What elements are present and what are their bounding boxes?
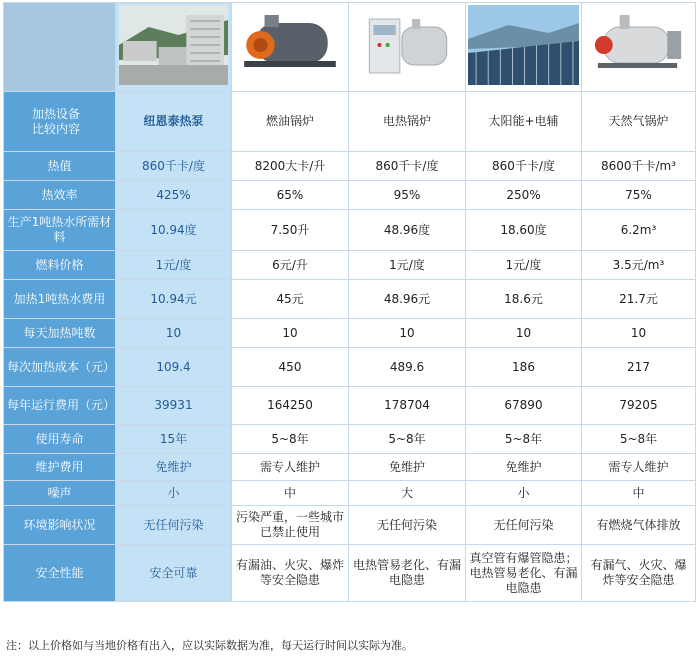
table-cell: 39931: [116, 387, 232, 425]
row-label: 维护费用: [4, 454, 116, 481]
table-cell: 450: [232, 348, 349, 387]
table-row: [4, 545, 696, 602]
table-cell: 5~8年: [349, 425, 466, 454]
oil-boiler-photo: [232, 3, 349, 92]
table-row: [4, 152, 696, 181]
table-row: [4, 454, 696, 481]
comparison-table: [3, 2, 696, 602]
photo-row: [4, 3, 696, 92]
table-cell: 1元/度: [349, 251, 466, 280]
product-name-heat-pump: 纽恩泰热泵: [116, 92, 232, 152]
table-cell: 67890: [466, 387, 582, 425]
row-label: 生产1吨热水所需材料: [4, 210, 116, 251]
table-row: [4, 251, 696, 280]
table-cell: 7.50升: [232, 210, 349, 251]
header-label-line1: 加热设备: [32, 106, 81, 121]
row-label: 燃料价格: [4, 251, 116, 280]
table-cell: 10: [582, 319, 696, 348]
solar-photo: [466, 3, 582, 92]
table-cell: 电热管易老化、有漏电隐患: [349, 545, 466, 602]
row-label: 每天加热吨数: [4, 319, 116, 348]
table-cell: 10: [116, 319, 232, 348]
table-cell: 无任何污染: [466, 506, 582, 545]
table-cell: 10.94度: [116, 210, 232, 251]
table-cell: 5~8年: [466, 425, 582, 454]
table-cell: 10: [466, 319, 582, 348]
product-name-gas-boiler: 天然气锅炉: [582, 92, 696, 152]
table-cell: 5~8年: [232, 425, 349, 454]
product-name-oil-boiler: 燃油锅炉: [232, 92, 349, 152]
header-row: [4, 92, 696, 152]
table-cell: 860千卡/度: [116, 152, 232, 181]
product-name-solar: 太阳能+电辅: [466, 92, 582, 152]
table-row: [4, 280, 696, 319]
table-cell: 10: [349, 319, 466, 348]
table-cell: 小: [466, 481, 582, 506]
row-label: 热值: [4, 152, 116, 181]
row-label: 使用寿命: [4, 425, 116, 454]
table-row: [4, 506, 696, 545]
table-cell: 164250: [232, 387, 349, 425]
table-cell: 48.96度: [349, 210, 466, 251]
table-cell: 免维护: [466, 454, 582, 481]
table-cell: 5~8年: [582, 425, 696, 454]
table-cell: 有漏气、火灾、爆炸等安全隐患: [582, 545, 696, 602]
table-cell: 860千卡/度: [466, 152, 582, 181]
table-cell: 75%: [582, 181, 696, 210]
row-label: 每次加热成本（元）: [4, 348, 116, 387]
footnote: 注：以上价格如与当地价格有出入，应以实际数据为准，每天运行时间以实际为准。: [6, 639, 413, 652]
table-cell: 109.4: [116, 348, 232, 387]
row-label: 噪声: [4, 481, 116, 506]
table-cell: 489.6: [349, 348, 466, 387]
table-cell: 无任何污染: [116, 506, 232, 545]
row-label: 每年运行费用（元）: [4, 387, 116, 425]
table-cell: 有漏油、火灾、爆炸等安全隐患: [232, 545, 349, 602]
row-label: 加热1吨热水费用: [4, 280, 116, 319]
table-row: [4, 387, 696, 425]
table-cell: 需专人维护: [582, 454, 696, 481]
gas-boiler-photo: [582, 3, 696, 92]
table-cell: 18.6元: [466, 280, 582, 319]
header-label-line2: 比较内容: [32, 121, 81, 136]
table-cell: 250%: [466, 181, 582, 210]
table-cell: 免维护: [349, 454, 466, 481]
heat-pump-photo: [116, 3, 232, 92]
table-cell: 需专人维护: [232, 454, 349, 481]
table-row: [4, 481, 696, 506]
electric-boiler-photo: [349, 3, 466, 92]
table-cell: 65%: [232, 181, 349, 210]
table-cell: 有燃烧气体排放: [582, 506, 696, 545]
table-cell: 21.7元: [582, 280, 696, 319]
table-cell: 1元/度: [116, 251, 232, 280]
table-row: [4, 425, 696, 454]
table-cell: 免维护: [116, 454, 232, 481]
row-label: 热效率: [4, 181, 116, 210]
table-cell: 178704: [349, 387, 466, 425]
table-cell: 79205: [582, 387, 696, 425]
table-cell: 10: [232, 319, 349, 348]
table-row: [4, 319, 696, 348]
table-cell: 小: [116, 481, 232, 506]
table-cell: 186: [466, 348, 582, 387]
table-cell: 8200大卡/升: [232, 152, 349, 181]
product-name-electric-boiler: 电热锅炉: [349, 92, 466, 152]
table-cell: 18.60度: [466, 210, 582, 251]
table-cell: 8600千卡/m³: [582, 152, 696, 181]
photo-corner: [4, 3, 116, 92]
table-cell: 10.94元: [116, 280, 232, 319]
table-cell: 中: [232, 481, 349, 506]
table-cell: 425%: [116, 181, 232, 210]
row-label: 环境影响状况: [4, 506, 116, 545]
table-cell: 95%: [349, 181, 466, 210]
table-cell: 无任何污染: [349, 506, 466, 545]
table-cell: 860千卡/度: [349, 152, 466, 181]
table-cell: 6.2m³: [582, 210, 696, 251]
table-cell: 安全可靠: [116, 545, 232, 602]
table-cell: 中: [582, 481, 696, 506]
table-cell: 真空管有爆管隐患；电热管易老化、有漏电隐患: [466, 545, 582, 602]
table-cell: 1元/度: [466, 251, 582, 280]
table-cell: 217: [582, 348, 696, 387]
table-cell: 污染严重，一些城市已禁止使用: [232, 506, 349, 545]
table-row: [4, 181, 696, 210]
table-cell: 6元/升: [232, 251, 349, 280]
table-cell: 48.96元: [349, 280, 466, 319]
table-row: [4, 348, 696, 387]
header-label-cell: [4, 92, 116, 152]
table-cell: 45元: [232, 280, 349, 319]
table-cell: 3.5元/m³: [582, 251, 696, 280]
table-row: [4, 210, 696, 251]
row-label: 安全性能: [4, 545, 116, 602]
table-cell: 大: [349, 481, 466, 506]
table-cell: 15年: [116, 425, 232, 454]
